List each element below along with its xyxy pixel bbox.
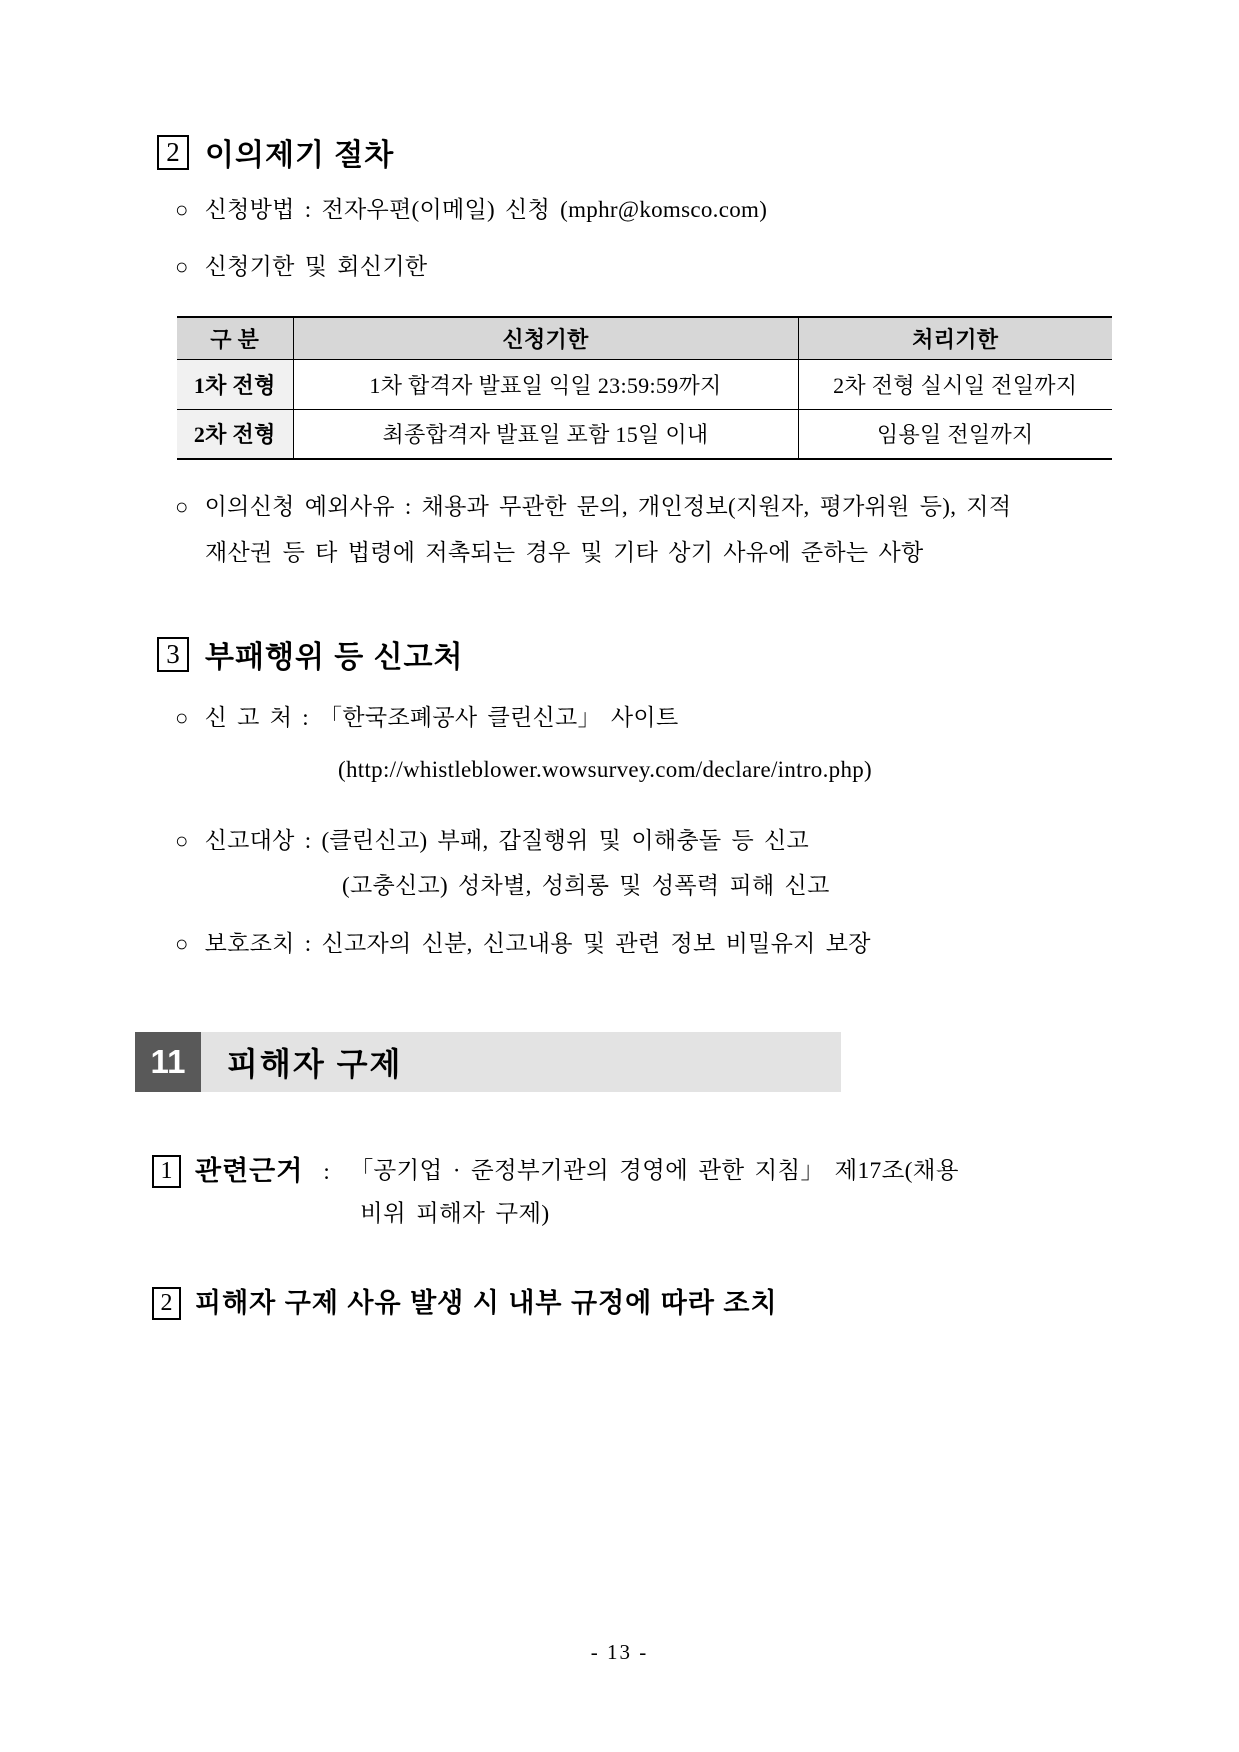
table-header-division: 구 분 [177, 317, 293, 359]
report-place-text: 신 고 처 : 「한국조폐공사 클린신고」 사이트 [204, 705, 679, 730]
table-row [177, 409, 1112, 459]
section-heading-appeal [157, 130, 394, 174]
bullet-report-target [175, 824, 809, 858]
row-label: 1차 전형 [177, 359, 293, 409]
report-target-line2: (고충신고) 성차별, 성희롱 및 성폭력 피해 신고 [342, 873, 830, 898]
basis-text-line1: 「공기업 · 준정부기관의 경영에 관한 지침」 제17조(채용 [349, 1158, 959, 1184]
bullet-apply-method [175, 193, 767, 227]
circle-bullet: ○ [175, 197, 189, 222]
bullet-report-place [175, 701, 678, 735]
boxed-number-1: 1 [152, 1155, 181, 1188]
exception-text-line2: 재산권 등 타 법령에 저촉되는 경우 및 기타 상기 사유에 준하는 사항 [205, 540, 924, 565]
circle-bullet: ○ [175, 705, 189, 730]
report-place-url [338, 753, 872, 787]
action-text: 피해자 구제 사유 발생 시 내부 규정에 따라 조치 [195, 1288, 778, 1318]
deadline-table [177, 316, 1112, 460]
bullet-exception-line2 [205, 536, 924, 570]
table-header-process: 처리기한 [798, 317, 1112, 359]
basis-label: 관련근거 [195, 1156, 304, 1186]
chapter-title: 피해자 구제 [227, 1046, 403, 1082]
circle-bullet: ○ [175, 828, 189, 853]
row-process-deadline: 2차 전형 실시일 전일까지 [798, 359, 1112, 409]
remedy-item-action [152, 1285, 778, 1322]
chapter-number: 11 [135, 1032, 201, 1092]
boxed-number-3: 3 [157, 637, 189, 672]
boxed-number-2: 2 [157, 135, 189, 170]
row-label: 2차 전형 [177, 409, 293, 459]
bullet-exception-line1 [175, 490, 1011, 524]
apply-method-text: 신청방법 : 전자우편(이메일) 신청 (mphr@komsco.com) [204, 197, 768, 222]
report-target-line2-wrap [342, 869, 830, 903]
circle-bullet: ○ [175, 494, 189, 519]
basis-text-line2-wrap [360, 1196, 549, 1233]
apply-deadline-text: 신청기한 및 회신기한 [204, 254, 428, 279]
circle-bullet: ○ [175, 931, 189, 956]
row-process-deadline: 임용일 전일까지 [798, 409, 1112, 459]
table-row [177, 359, 1112, 409]
circle-bullet: ○ [175, 254, 189, 279]
basis-text-line2: 비위 피해자 구제) [360, 1201, 550, 1227]
table-header-row [177, 317, 1112, 359]
bullet-apply-deadline [175, 250, 427, 284]
chapter-banner-remedy [135, 1032, 841, 1092]
boxed-number-2b: 2 [152, 1287, 181, 1320]
bullet-protection [175, 927, 871, 961]
report-target-line1: 신고대상 : (클린신고) 부패, 갑질행위 및 이해충돌 등 신고 [204, 828, 810, 853]
basis-separator: : [323, 1159, 330, 1184]
row-apply-deadline: 1차 합격자 발표일 익일 23:59:59까지 [293, 359, 798, 409]
section-title-report: 부패행위 등 신고처 [205, 641, 464, 674]
remedy-item-basis [152, 1153, 959, 1190]
report-url-text: (http://whistleblower.wowsurvey.com/declare/intro.php) [338, 757, 873, 782]
page-number: - 13 - [590, 1640, 649, 1664]
row-apply-deadline: 최종합격자 발표일 포함 15일 이내 [293, 409, 798, 459]
section-heading-report [157, 632, 464, 676]
section-title-appeal: 이의제기 절차 [205, 139, 395, 172]
protection-text: 보호조치 : 신고자의 신분, 신고내용 및 관련 정보 비밀유지 보장 [204, 931, 871, 956]
table-header-apply: 신청기한 [293, 317, 798, 359]
exception-text-line1: 이의신청 예외사유 : 채용과 무관한 문의, 개인정보(지원자, 평가위원 등), 지적 [204, 494, 1012, 519]
